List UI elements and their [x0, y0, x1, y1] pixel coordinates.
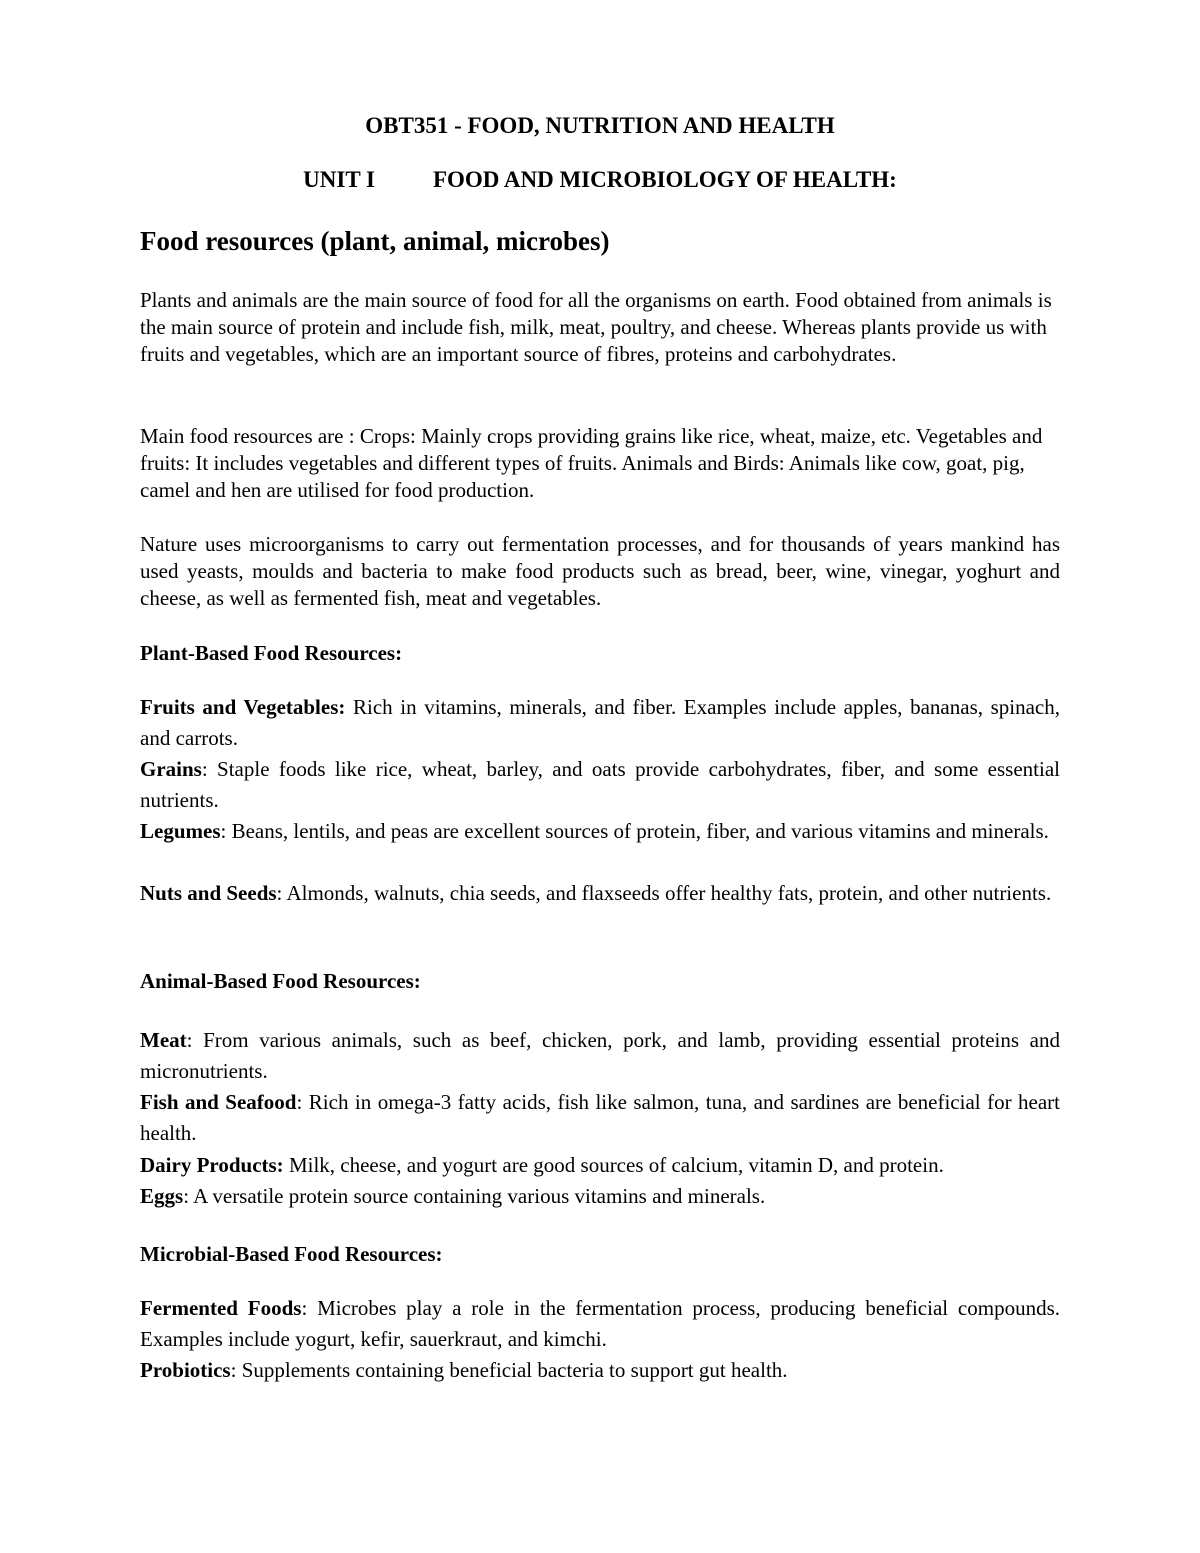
item-term: Meat: [140, 1028, 187, 1052]
item-text: : Beans, lentils, and peas are excellent sources of protein, fiber, and various vitamins and minerals.: [220, 819, 1049, 843]
animal-based-heading: Animal-Based Food Resources:: [140, 969, 421, 993]
item-text: : A versatile protein source containing various vitamins and minerals.: [183, 1184, 766, 1208]
item-term: Grains: [140, 757, 202, 781]
item-text: : Staple foods like rice, wheat, barley, and oats provide carbohydrates, fiber, and some essential nutrients.: [140, 757, 1060, 812]
animal-item-dairy: [140, 1150, 1060, 1181]
item-term: Probiotics: [140, 1358, 231, 1382]
plant-item-fruits-vegetables: [140, 692, 1060, 754]
item-text: Rich in vitamins, minerals, and fiber. Examples include apples, bananas, spinach, and carrots.: [140, 695, 1060, 750]
intro-paragraph-2: Main food resources are : Crops: Mainly crops providing grains like rice, wheat, maize, etc. Vegetables and fruits: It includes vegetables and different types of fruits. Animals and Birds: Animals like cow, goat, pig, camel and hen are utilised for food production.: [140, 424, 1043, 502]
item-text: : From various animals, such as beef, chicken, pork, and lamb, providing essential proteins and micronutrients.: [140, 1028, 1060, 1083]
item-term: Fruits and Vegetables:: [140, 695, 346, 719]
intro-paragraph-1: Plants and animals are the main source of food for all the organisms on earth. Food obtained from animals is the main source of protein and include fish, milk, meat, poultry, and cheese. Whereas plants provide us with fruits and vegetables, which are an important source of fibres, proteins and carbohydrates.: [140, 288, 1052, 366]
animal-item-fish-seafood: [140, 1087, 1060, 1149]
plant-item-grains: [140, 754, 1060, 816]
intro-paragraph-3: Nature uses microorganisms to carry out fermentation processes, and for thousands of years mankind has used yeasts, moulds and bacteria to make food products such as bread, beer, wine, vinegar, yoghurt and cheese, as well as fermented fish, meat and vegetables.: [140, 532, 1060, 610]
microbial-item-fermented-foods: [140, 1293, 1060, 1355]
microbial-based-heading: Microbial-Based Food Resources:: [140, 1242, 443, 1266]
item-text: : Almonds, walnuts, chia seeds, and flaxseeds offer healthy fats, protein, and other nutrients.: [276, 881, 1052, 905]
item-text: Milk, cheese, and yogurt are good sources of calcium, vitamin D, and protein.: [283, 1153, 944, 1177]
microbial-item-probiotics: [140, 1355, 1060, 1386]
item-text: : Microbes play a role in the fermentation process, producing beneficial compounds. Examples include yogurt, kefir, sauerkraut, and kimchi.: [140, 1296, 1060, 1351]
item-term: Fermented Foods: [140, 1296, 302, 1320]
course-title: OBT351 - FOOD, NUTRITION AND HEALTH: [365, 113, 835, 138]
item-term: Legumes: [140, 819, 221, 843]
unit-title: FOOD AND MICROBIOLOGY OF HEALTH:: [432, 167, 897, 192]
plant-item-nuts-seeds: [140, 878, 1060, 909]
item-term: Nuts and Seeds: [140, 881, 277, 905]
plant-item-legumes: [140, 816, 1060, 847]
plant-based-heading: Plant-Based Food Resources:: [140, 641, 403, 665]
item-text: : Rich in omega-3 fatty acids, fish like salmon, tuna, and sardines are beneficial for heart health.: [140, 1090, 1060, 1145]
animal-item-meat: [140, 1025, 1060, 1087]
section-heading: Food resources (plant, animal, microbes): [140, 226, 610, 256]
item-text: : Supplements containing beneficial bacteria to support gut health.: [230, 1358, 788, 1382]
unit-label: UNIT I: [303, 167, 375, 192]
item-term: Fish and Seafood: [140, 1090, 297, 1114]
item-term: Dairy Products:: [140, 1153, 284, 1177]
unit-title-line: [0, 166, 1200, 194]
animal-item-eggs: [140, 1181, 1060, 1212]
item-term: Eggs: [140, 1184, 184, 1208]
